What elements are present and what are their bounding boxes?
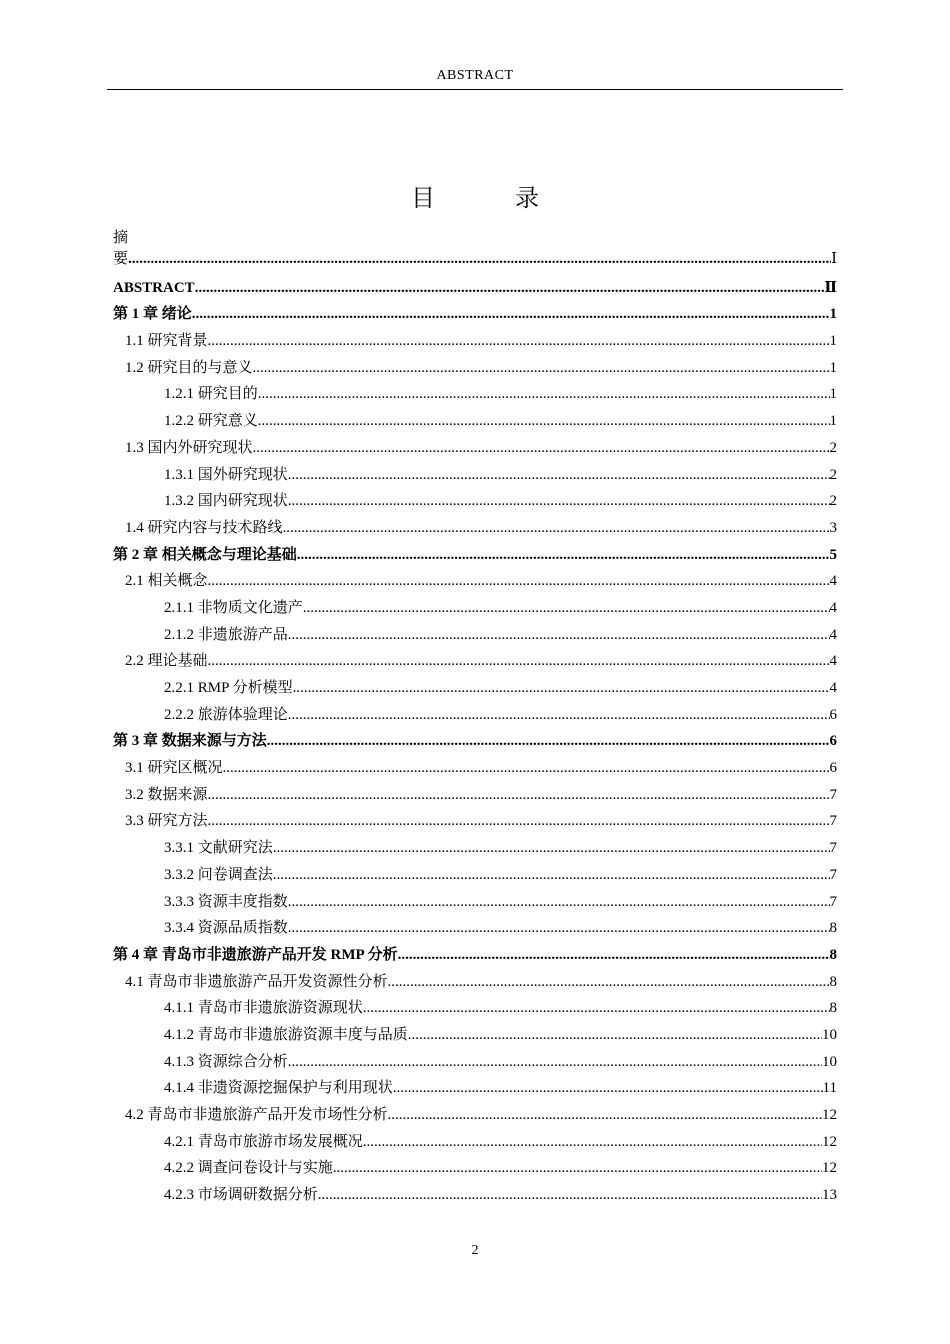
- toc-entry-page: 4: [829, 573, 837, 590]
- toc-entry-page: 4: [829, 680, 837, 696]
- toc-leader-dots: [283, 520, 830, 537]
- toc-entry-page: 6: [829, 760, 837, 777]
- toc-entry[interactable]: [113, 510, 837, 537]
- toc-entry-page: 7: [829, 866, 837, 883]
- toc-entry-page: 7: [829, 786, 837, 803]
- toc-entry[interactable]: [113, 297, 837, 324]
- running-header: ABSTRACT: [436, 68, 514, 83]
- toc-entry[interactable]: [113, 617, 837, 644]
- toc-entry-label: 4.1.1 青岛市非遗旅游资源现状: [164, 1000, 363, 1017]
- toc-title: 目 录: [411, 186, 567, 212]
- toc-entry-page: 8: [829, 920, 837, 937]
- toc-leader-dots: [363, 1000, 830, 1017]
- toc-entry[interactable]: [113, 323, 837, 350]
- toc-leader-dots: [192, 306, 830, 323]
- toc-entry[interactable]: [113, 937, 837, 964]
- toc-entry-label: 3.3.1 文献研究法: [164, 840, 273, 857]
- toc-entry-label: 4.1.3 资源综合分析: [164, 1053, 288, 1070]
- toc-entry-label: 4.1 青岛市非遗旅游产品开发资源性分析: [125, 973, 388, 990]
- toc-entry-page: 12: [822, 1107, 837, 1123]
- toc-leader-dots: [293, 680, 830, 697]
- toc-entry-page: 11: [822, 1080, 837, 1097]
- toc-entry-label: 4.1.2 青岛市非遗旅游资源丰度与品质: [164, 1026, 408, 1043]
- toc-leader-dots: [288, 894, 830, 911]
- toc-entry[interactable]: [113, 1097, 837, 1124]
- toc-entry-page: 1: [829, 359, 837, 376]
- toc-entry[interactable]: [113, 537, 837, 564]
- toc-list: [113, 270, 837, 1204]
- toc-entry-page: 4: [829, 653, 837, 670]
- toc-entry-label: 第 1 章 绪论: [113, 306, 192, 323]
- toc-entry-page: 2: [829, 466, 837, 483]
- toc-entry-label: 4.2.3 市场调研数据分析: [164, 1187, 318, 1204]
- toc-entry-abstract-cn[interactable]: [113, 228, 837, 268]
- toc-entry-page: 8: [829, 946, 837, 963]
- toc-entry-label: 2.1 相关概念: [125, 573, 208, 590]
- toc-leader-dots: [398, 947, 830, 964]
- toc-entry-label: 1.4 研究内容与技术路线: [125, 519, 283, 536]
- toc-entry[interactable]: [113, 430, 837, 457]
- toc-entry-label: 2.1.1 非物质文化遗产: [164, 599, 303, 616]
- toc-entry[interactable]: [113, 564, 837, 591]
- toc-entry[interactable]: [113, 644, 837, 671]
- toc-entry-label: ABSTRACT: [113, 279, 195, 296]
- toc-entry-page: 5: [829, 546, 837, 563]
- toc-entry-label: 1.2.2 研究意义: [164, 413, 258, 430]
- toc-leader-dots: [267, 733, 830, 750]
- toc-entry-label: 第 3 章 数据来源与方法: [113, 733, 267, 750]
- toc-entry[interactable]: [113, 1177, 837, 1204]
- toc-entry-label-top: 摘: [113, 230, 129, 246]
- toc-leader-dots: [253, 360, 830, 377]
- toc-entry-page: 8: [829, 1000, 837, 1017]
- toc-entry-label: 1.3 国内外研究现状: [125, 439, 253, 456]
- toc-leader-dots: [128, 251, 831, 268]
- toc-entry-page: 3: [829, 519, 837, 536]
- toc-entry[interactable]: [113, 350, 837, 377]
- toc-entry[interactable]: [113, 484, 837, 511]
- toc-leader-dots: [288, 493, 830, 510]
- toc-entry-label: 2.2.1 RMP 分析模型: [164, 680, 293, 696]
- toc-entry-page: 10: [822, 1026, 837, 1043]
- toc-entry[interactable]: [113, 884, 837, 911]
- toc-entry[interactable]: [113, 830, 837, 857]
- toc-entry[interactable]: [113, 804, 837, 831]
- toc-entry-label: 4.2 青岛市非遗旅游产品开发市场性分析: [125, 1107, 388, 1123]
- toc-entry-label: 3.3.3 资源丰度指数: [164, 893, 288, 910]
- toc-entry[interactable]: [113, 1071, 837, 1098]
- toc-leader-dots: [195, 280, 825, 297]
- toc-entry[interactable]: [113, 991, 837, 1018]
- toc-leader-dots: [208, 813, 830, 830]
- toc-entry-label: 3.3.2 问卷调查法: [164, 866, 273, 883]
- toc-entry-page: 4: [829, 626, 837, 643]
- toc-entry-page: 2: [829, 439, 837, 456]
- toc-entry-label-bottom: 要: [113, 251, 129, 267]
- toc-leader-dots: [333, 1160, 822, 1177]
- toc-entry-page: 6: [829, 706, 837, 723]
- toc-leader-dots: [208, 787, 830, 804]
- toc-entry-label: 1.2 研究目的与意义: [125, 359, 253, 376]
- toc-entry-label: 1.3.2 国内研究现状: [164, 493, 288, 510]
- toc-entry-page: 4: [829, 599, 837, 616]
- toc-entry-label: 第 2 章 相关概念与理论基础: [113, 546, 297, 563]
- toc-leader-dots: [273, 867, 830, 884]
- page-number: 2: [471, 1243, 479, 1258]
- toc-leader-dots: [303, 600, 830, 617]
- toc-entry[interactable]: [113, 1124, 837, 1151]
- toc-entry-page: 1: [829, 413, 837, 430]
- toc-entry-label: 3.1 研究区概况: [125, 760, 223, 777]
- toc-entry-page: Ⅰ: [831, 251, 837, 267]
- toc-leader-dots: [393, 1080, 823, 1097]
- toc-leader-dots: [288, 920, 830, 937]
- toc-leader-dots: [273, 840, 830, 857]
- toc-entry-page: 8: [829, 973, 837, 990]
- toc-leader-dots: [208, 333, 830, 350]
- toc-leader-dots: [363, 1134, 822, 1151]
- toc-leader-dots: [288, 627, 830, 644]
- toc-entry[interactable]: [113, 670, 837, 697]
- toc-entry-page: 1: [829, 386, 837, 403]
- toc-entry[interactable]: [113, 457, 837, 484]
- toc-entry[interactable]: [113, 403, 837, 430]
- toc-entry-label: 1.2.1 研究目的: [164, 386, 258, 403]
- toc-entry-label: 3.2 数据来源: [125, 786, 208, 803]
- toc-leader-dots: [258, 413, 830, 430]
- toc-entry-page: 12: [822, 1133, 837, 1150]
- toc-entry[interactable]: [113, 1044, 837, 1071]
- toc-leader-dots: [253, 440, 830, 457]
- toc-entry-label: 2.2.2 旅游体验理论: [164, 706, 288, 723]
- toc-leader-dots: [208, 573, 830, 590]
- toc-entry-label: 4.2.1 青岛市旅游市场发展概况: [164, 1133, 363, 1150]
- toc-entry-label: 2.2 理论基础: [125, 653, 208, 670]
- toc-leader-dots: [208, 653, 830, 670]
- toc-leader-dots: [408, 1027, 822, 1044]
- toc-entry-page: 1: [829, 306, 837, 323]
- toc-entry-page: 2: [829, 493, 837, 510]
- toc-entry-label: 2.1.2 非遗旅游产品: [164, 626, 288, 643]
- toc-entry[interactable]: [113, 777, 837, 804]
- toc-entry-page: 12: [822, 1160, 837, 1177]
- toc-leader-dots: [223, 760, 830, 777]
- toc-entry-page: 1: [829, 333, 837, 350]
- toc-entry-label: 1.3.1 国外研究现状: [164, 466, 288, 483]
- toc-entry-page: 6: [829, 733, 837, 750]
- toc-entry-label: 1.1 研究背景: [125, 333, 208, 350]
- toc-entry[interactable]: [113, 377, 837, 404]
- toc-entry[interactable]: [113, 590, 837, 617]
- toc-leader-dots: [388, 1107, 822, 1124]
- toc-entry[interactable]: [113, 911, 837, 938]
- header-rule: [107, 89, 843, 90]
- toc-leader-dots: [288, 1054, 822, 1071]
- toc-entry[interactable]: [113, 1017, 837, 1044]
- toc-leader-dots: [388, 974, 830, 991]
- toc-entry[interactable]: [113, 270, 837, 297]
- toc-entry-page: 13: [822, 1187, 837, 1204]
- toc-entry-page: Ⅱ: [824, 279, 837, 296]
- toc-leader-dots: [288, 467, 830, 484]
- toc-entry-page: 7: [829, 840, 837, 857]
- toc-entry[interactable]: [113, 964, 837, 991]
- toc-entry[interactable]: [113, 1151, 837, 1178]
- toc-entry-label: 第 4 章 青岛市非遗旅游产品开发 RMP 分析: [113, 946, 398, 963]
- toc-entry[interactable]: [113, 750, 837, 777]
- toc-leader-dots: [258, 386, 830, 403]
- toc-entry-page: 7: [829, 813, 837, 830]
- toc-entry-page: 7: [829, 893, 837, 910]
- toc-entry[interactable]: [113, 697, 837, 724]
- toc-entry-label: 4.1.4 非遗资源挖掘保护与利用现状: [164, 1080, 393, 1097]
- toc-leader-dots: [318, 1187, 822, 1204]
- toc-entry[interactable]: [113, 724, 837, 751]
- toc-entry[interactable]: [113, 857, 837, 884]
- toc-leader-dots: [288, 707, 830, 724]
- toc-entry-page: 10: [822, 1053, 837, 1070]
- toc-entry-label: 3.3 研究方法: [125, 813, 208, 830]
- toc-entry-label: 3.3.4 资源品质指数: [164, 920, 288, 937]
- toc-entry-label: 4.2.2 调查问卷设计与实施: [164, 1160, 333, 1177]
- toc-leader-dots: [297, 547, 830, 564]
